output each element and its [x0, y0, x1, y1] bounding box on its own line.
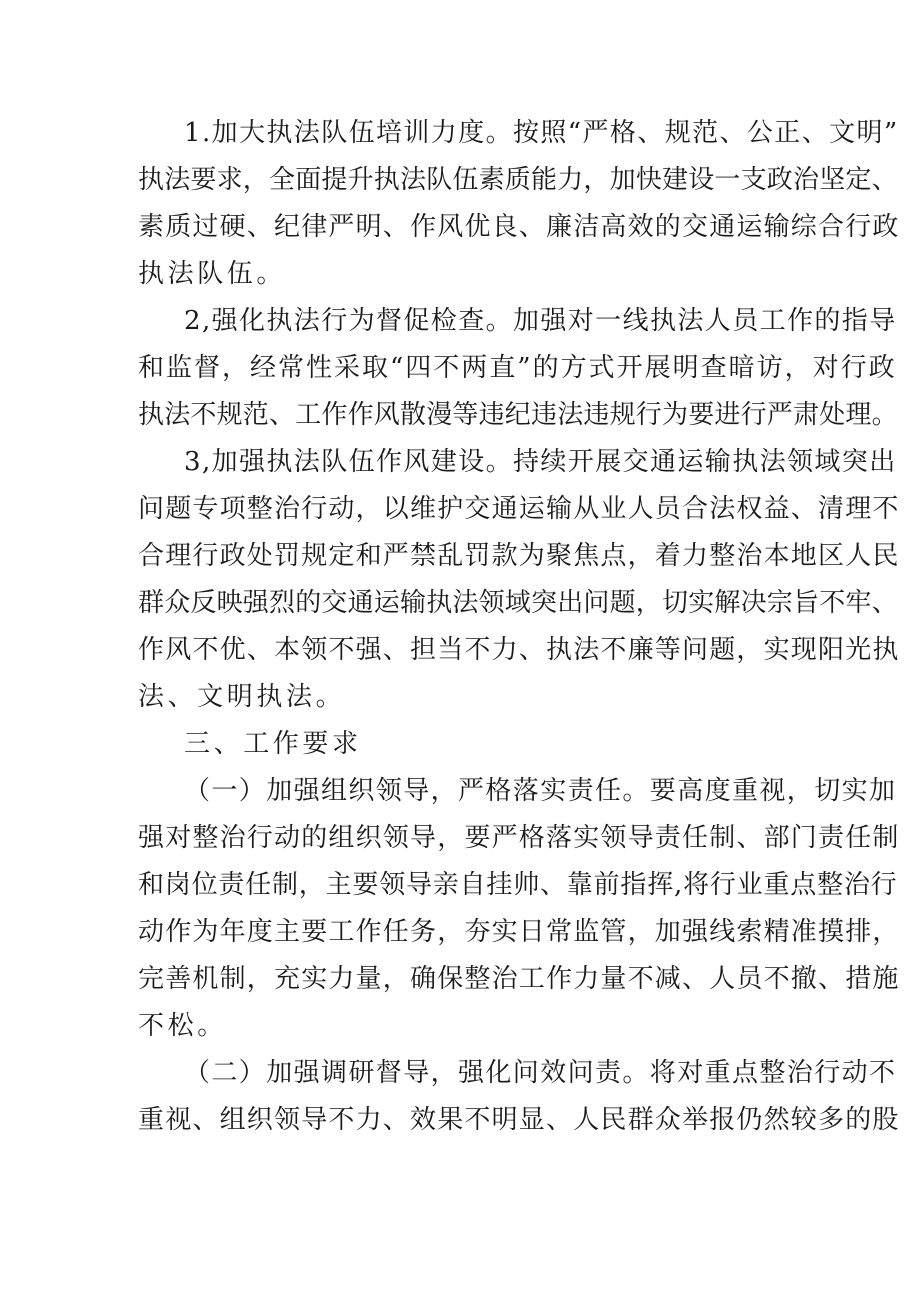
text-line: 1.加大执法队伍培训力度。按照“严格、规范、公正、文明” — [184, 118, 899, 148]
text-line: 和岗位责任制，主要领导亲自挂帅、靠前指挥,将行业重点整治行 — [138, 870, 898, 900]
text-line: 执法不规范、工作作风散漫等违纪违法违规行为要进行严肃处理。 — [138, 400, 898, 430]
text-line: 执法要求，全面提升执法队伍素质能力，加快建设一支政治坚定、 — [138, 165, 898, 195]
text-line: 群众反映强烈的交通运输执法领域突出问题，切实解决宗旨不牢、 — [138, 588, 898, 618]
text-line: 完善机制，充实力量，确保整治工作力量不减、人员不撤、措施 — [138, 964, 900, 994]
text-line: 作风不优、本领不强、担当不力、执法不廉等问题，实现阳光执 — [138, 635, 900, 665]
text-line: 素质过硬、纪律严明、作风优良、廉洁高效的交通运输综合行政 — [138, 212, 900, 242]
text-line: 重视、组织领导不力、效果不明显、人民群众举报仍然较多的股 — [138, 1105, 900, 1135]
text-line: 法、文明执法。 — [138, 682, 346, 712]
text-line: 2,强化执法行为督促检查。加强对一线执法人员工作的指导 — [184, 306, 897, 336]
text-line: 问题专项整治行动，以维护交通运输从业人员合法权益、清理不 — [138, 494, 900, 524]
text-line: 合理行政处罚规定和严禁乱罚款为聚焦点，着力整治本地区人民 — [138, 541, 900, 571]
text-line: 执法队伍。 — [138, 259, 287, 289]
text-line: （一）加强组织领导，严格落实责任。要高度重视，切实加 — [184, 776, 897, 806]
text-line: 3,加强执法队伍作风建设。持续开展交通运输执法领域突出 — [184, 447, 897, 477]
text-line: 不松。 — [138, 1011, 227, 1041]
section-heading: 三、工作要求 — [184, 729, 362, 759]
text-line: （二）加强调研督导，强化问效问责。将对重点整治行动不 — [184, 1058, 897, 1088]
text-line: 强对整治行动的组织领导，要严格落实领导责任制、部门责任制 — [138, 823, 900, 853]
text-line: 和监督，经常性采取“四不两直”的方式开展明查暗访，对行政 — [138, 353, 897, 383]
text-line: 动作为年度主要工作任务，夯实日常监管，加强线索精准摸排， — [138, 917, 900, 947]
